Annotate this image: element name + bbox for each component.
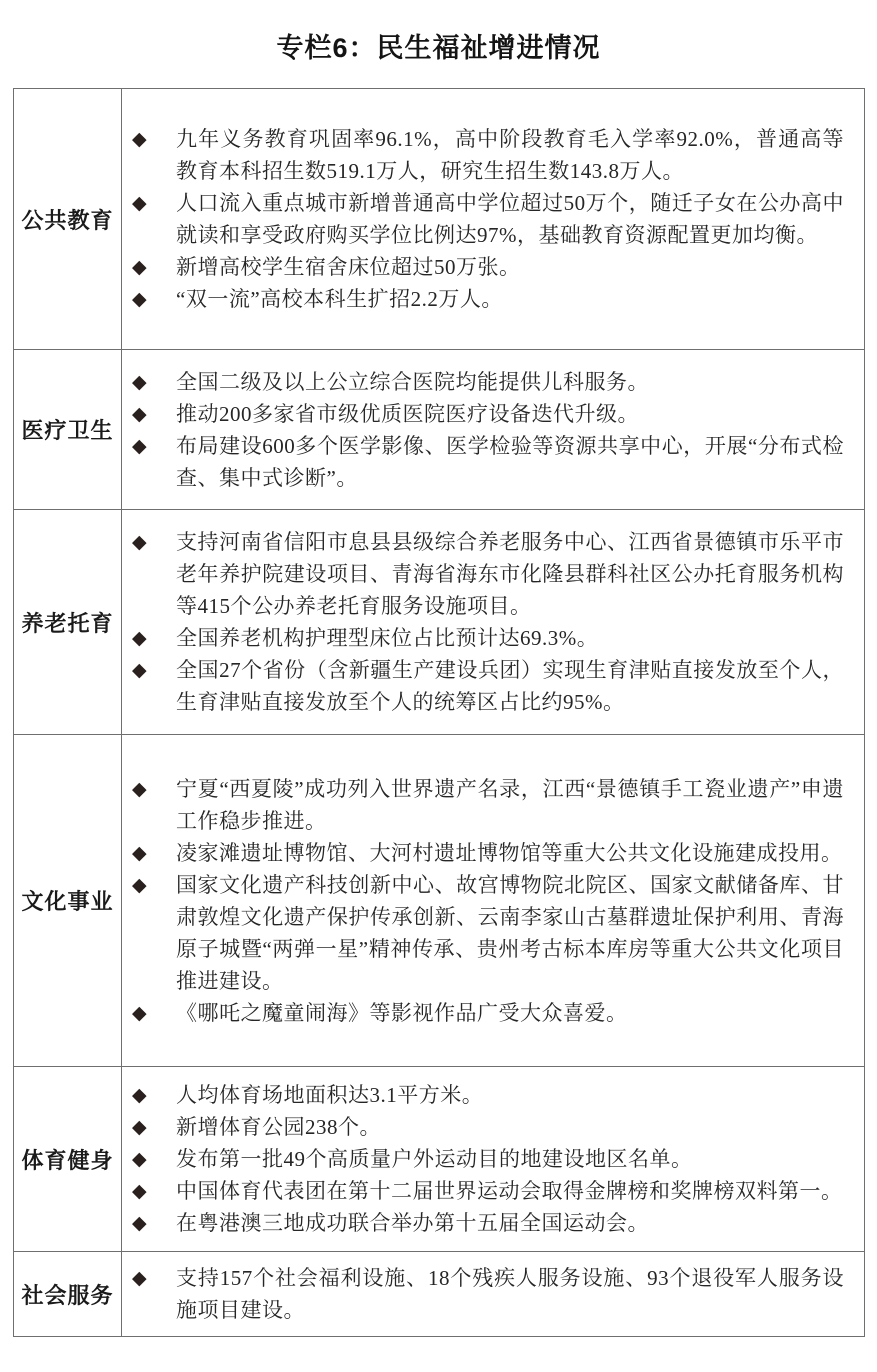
row-label: 养老托育 — [14, 510, 122, 734]
diamond-bullet-icon: ◆ — [132, 531, 147, 553]
bullet-item-text: 人口流入重点城市新增普通高中学位超过50万个，随迁子女在公办高中就读和享受政府购买学位比例达97%，基础教育资源配置更加均衡。 — [176, 191, 844, 247]
bullet-item — [122, 123, 844, 187]
row-content — [122, 89, 864, 349]
bullet-item-text: 在粤港澳三地成功联合举办第十五届全国运动会。 — [176, 1211, 649, 1235]
bullet-item — [122, 1207, 844, 1239]
bullet-item-text: 《哪吒之魔童闹海》等影视作品广受大众喜爱。 — [176, 1000, 628, 1025]
diamond-bullet-icon: ◆ — [132, 1148, 147, 1170]
bullet-item-text: 九年义务教育巩固率96.1%，高中阶段教育毛入学率92.0%，普通高等教育本科招生数519.1万人，研究生招生数143.8万人。 — [176, 127, 844, 183]
row-content — [122, 735, 864, 1066]
row-content — [122, 1252, 864, 1336]
table-row-sports-fitness — [14, 1066, 864, 1251]
diamond-bullet-icon: ◆ — [132, 192, 147, 214]
bullet-item — [122, 1079, 844, 1111]
bullet-item-text: 国家文化遗产科技创新中心、故宫博物院北院区、国家文献储备库、甘肃敦煌文化遗产保护传承创新、云南李家山古墓群遗址保护利用、青海原子城暨“两弹一星”精神传承、贵州考古标本库房等重大公共文化项目推进建设。 — [176, 872, 844, 993]
table-row-social-services — [14, 1251, 864, 1336]
diamond-bullet-icon: ◆ — [132, 1084, 147, 1106]
row-label: 医疗卫生 — [14, 350, 122, 509]
diamond-bullet-icon: ◆ — [132, 1001, 147, 1024]
bullet-item — [122, 283, 844, 315]
bullet-item-text: 推动200多家省市级优质医院医疗设备迭代升级。 — [176, 401, 639, 426]
bullet-item — [122, 622, 844, 654]
page-title: 专栏6：民生福祉增进情况 — [276, 33, 601, 63]
bullet-item-text: 全国养老机构护理型床位占比预计达69.3%。 — [176, 626, 599, 650]
bullet-item — [122, 1262, 844, 1326]
bullet-item-text: 宁夏“西夏陵”成功列入世界遗产名录，江西“景德镇手工瓷业遗产”申遗工作稳步推进。 — [176, 776, 844, 833]
bullet-item-text: 凌家滩遗址博物馆、大河村遗址博物馆等重大公共文化设施建成投用。 — [176, 840, 843, 865]
diamond-bullet-icon: ◆ — [132, 434, 147, 457]
bullet-item-text: 全国二级及以上公立综合医院均能提供儿科服务。 — [176, 369, 649, 394]
bullet-item-text: 中国体育代表团在第十二届世界运动会取得金牌榜和奖牌榜双料第一。 — [176, 1179, 843, 1203]
bullet-item — [122, 654, 844, 718]
bullet-item-text: “双一流”高校本科生扩招2.2万人。 — [176, 287, 503, 311]
row-label: 公共教育 — [14, 89, 122, 349]
bullet-item — [122, 366, 844, 398]
diamond-bullet-icon: ◆ — [132, 1212, 147, 1234]
bullet-item — [122, 1143, 844, 1175]
bullet-item-text: 支持河南省信阳市息县县级综合养老服务中心、江西省景德镇市乐平市老年养护院建设项目、青海省海东市化隆县群科社区公办托育服务机构等415个公办养老托育服务设施项目。 — [176, 530, 844, 618]
bullet-item — [122, 869, 844, 997]
bullet-item-text: 布局建设600多个医学影像、医学检验等资源共享中心，开展“分布式检查、集中式诊断”。 — [176, 433, 844, 490]
diamond-bullet-icon: ◆ — [132, 627, 147, 649]
row-label: 社会服务 — [14, 1252, 122, 1336]
bullet-item — [122, 398, 844, 430]
bullet-item-text: 新增高校学生宿舍床位超过50万张。 — [176, 255, 521, 279]
diamond-bullet-icon: ◆ — [132, 370, 147, 393]
bullet-item — [122, 997, 844, 1029]
bullet-item — [122, 430, 844, 494]
diamond-bullet-icon: ◆ — [132, 873, 147, 896]
table-row-public-education — [14, 89, 864, 349]
bullet-item-text: 全国27个省份（含新疆生产建设兵团）实现生育津贴直接发放至个人，生育津贴直接发放至个人的统筹区占比约95%。 — [176, 658, 844, 714]
diamond-bullet-icon: ◆ — [132, 777, 147, 800]
diamond-bullet-icon: ◆ — [132, 659, 147, 681]
bullet-item-text: 新增体育公园238个。 — [176, 1115, 381, 1139]
diamond-bullet-icon: ◆ — [132, 1180, 147, 1202]
diamond-bullet-icon: ◆ — [132, 288, 147, 310]
bullet-item — [122, 837, 844, 869]
table-row-eldercare-childcare — [14, 509, 864, 734]
bullet-item — [122, 251, 844, 283]
bullet-item-text: 发布第一批49个高质量户外运动目的地建设地区名单。 — [176, 1147, 693, 1171]
row-label: 体育健身 — [14, 1067, 122, 1251]
bullet-item-text: 人均体育场地面积达3.1平方米。 — [176, 1083, 484, 1107]
diamond-bullet-icon: ◆ — [132, 128, 147, 150]
bullet-item — [122, 187, 844, 251]
bullet-item — [122, 773, 844, 837]
bullet-item — [122, 526, 844, 622]
bullet-item-text: 支持157个社会福利设施、18个残疾人服务设施、93个退役军人服务设施项目建设。 — [176, 1266, 844, 1322]
table-row-cultural-undertakings — [14, 734, 864, 1066]
row-content — [122, 350, 864, 509]
diamond-bullet-icon: ◆ — [132, 1267, 147, 1289]
diamond-bullet-icon: ◆ — [132, 256, 147, 278]
bullet-item — [122, 1175, 844, 1207]
livelihood-panel-table — [13, 88, 865, 1337]
row-label: 文化事业 — [14, 735, 122, 1066]
row-content — [122, 510, 864, 734]
row-content — [122, 1067, 864, 1251]
table-row-medical-health — [14, 349, 864, 509]
bullet-item — [122, 1111, 844, 1143]
diamond-bullet-icon: ◆ — [132, 402, 147, 425]
diamond-bullet-icon: ◆ — [132, 1116, 147, 1138]
diamond-bullet-icon: ◆ — [132, 841, 147, 864]
